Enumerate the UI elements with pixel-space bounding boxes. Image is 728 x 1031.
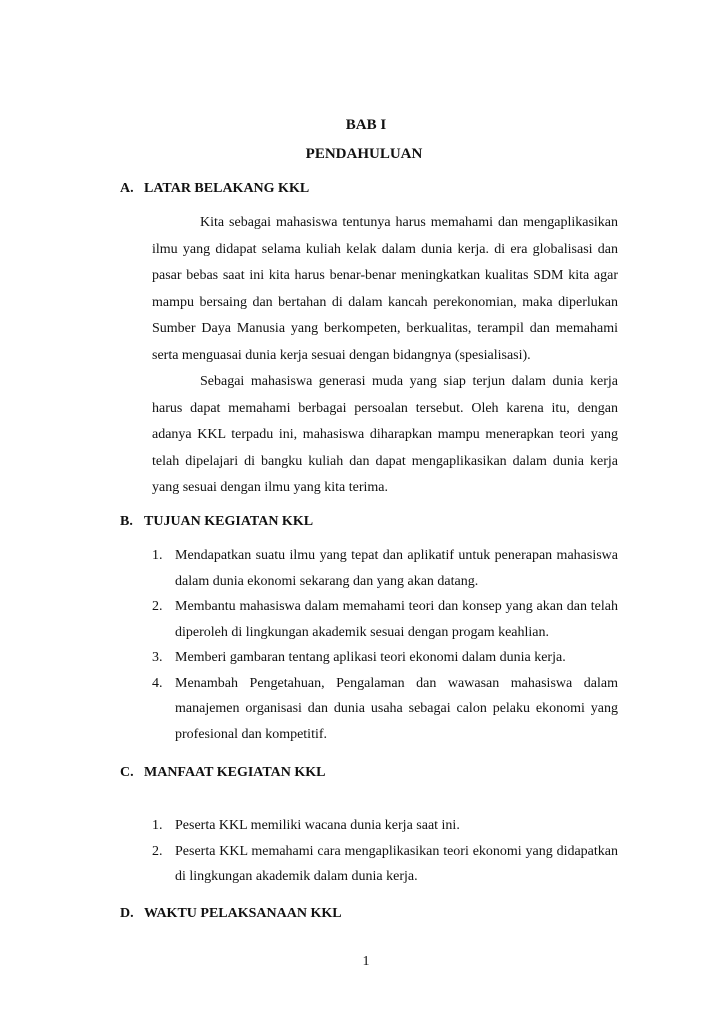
list-item: 1. Mendapatkan suatu ilmu yang tepat dan aplikatif untuk penerapan mahasiswa dalam dunia ekonomi sekarang dan yang akan datang. bbox=[152, 548, 618, 589]
section-c-letter: C. bbox=[120, 765, 134, 780]
page-number: 1 bbox=[362, 954, 370, 969]
section-d-title: WAKTU PELAKSANAAN KKL bbox=[144, 906, 342, 921]
section-b-letter: B. bbox=[120, 514, 133, 529]
section-a-letter: A. bbox=[120, 181, 134, 196]
section-d-letter: D. bbox=[120, 906, 134, 921]
section-a-title: LATAR BELAKANG KKL bbox=[144, 181, 310, 196]
benefits-list bbox=[152, 813, 618, 890]
section-a-heading bbox=[120, 181, 309, 197]
list-item: 4. Menambah Pengetahuan, Pengalaman dan wawasan mahasiswa dalam manajemen organisasi dan dunia usaha sebagai calon pelaku ekonomi yang profesional dan kompetitif. bbox=[152, 675, 618, 742]
section-b-heading bbox=[120, 514, 313, 530]
list-item: 2. Membantu mahasiswa dalam memahami teori dan konsep yang akan dan telah diperoleh di lingkungan akademik sesuai dengan progam keahlian. bbox=[152, 599, 618, 640]
section-d-heading bbox=[120, 906, 342, 922]
chapter-number: BAB I bbox=[345, 117, 387, 133]
section-a-paragraph-1: Kita sebagai mahasiswa tentunya harus memahami dan mengaplikasikan ilmu yang didapat selama kuliah kelak dalam dunia kerja. di era globalisasi dan pasar bebas saat ini kita harus benar-benar meningkatkan kualitas SDM kita agar mampu bersaing dan bertahan di dalam kancah perekonomian, maka diperlukan Sumber Daya Manusia yang berkompeten, berkualitas, terampil dan memahami serta menguasai dunia kerja sesuai dengan bidangnya (spesialisasi). bbox=[152, 215, 618, 363]
section-c-heading bbox=[120, 765, 326, 781]
list-item: 1. Peserta KKL memiliki wacana dunia kerja saat ini. bbox=[152, 818, 460, 833]
chapter-title: PENDAHULUAN bbox=[305, 146, 423, 162]
section-a-paragraph-2: Sebagai mahasiswa generasi muda yang siap terjun dalam dunia kerja harus dapat memahami berbagai persoalan tersebut. Oleh karena itu, dengan adanya KKL terpadu ini, mahasiswa diharapkan mampu menerapkan teori yang telah dipelajari di bangku kuliah dan dapat mengaplikasikan dalam dunia kerja yang sesuai dengan ilmu yang kita terima. bbox=[152, 374, 618, 495]
section-b-title: TUJUAN KEGIATAN KKL bbox=[144, 514, 314, 529]
objectives-list bbox=[152, 543, 618, 747]
list-item: 2. Peserta KKL memahami cara mengaplikasikan teori ekonomi yang didapatkan di lingkungan akademik dalam dunia kerja. bbox=[152, 843, 618, 884]
section-c-title: MANFAAT KEGIATAN KKL bbox=[144, 765, 326, 780]
list-item: 3. Memberi gambaran tentang aplikasi teori ekonomi dalam dunia kerja. bbox=[152, 650, 566, 665]
